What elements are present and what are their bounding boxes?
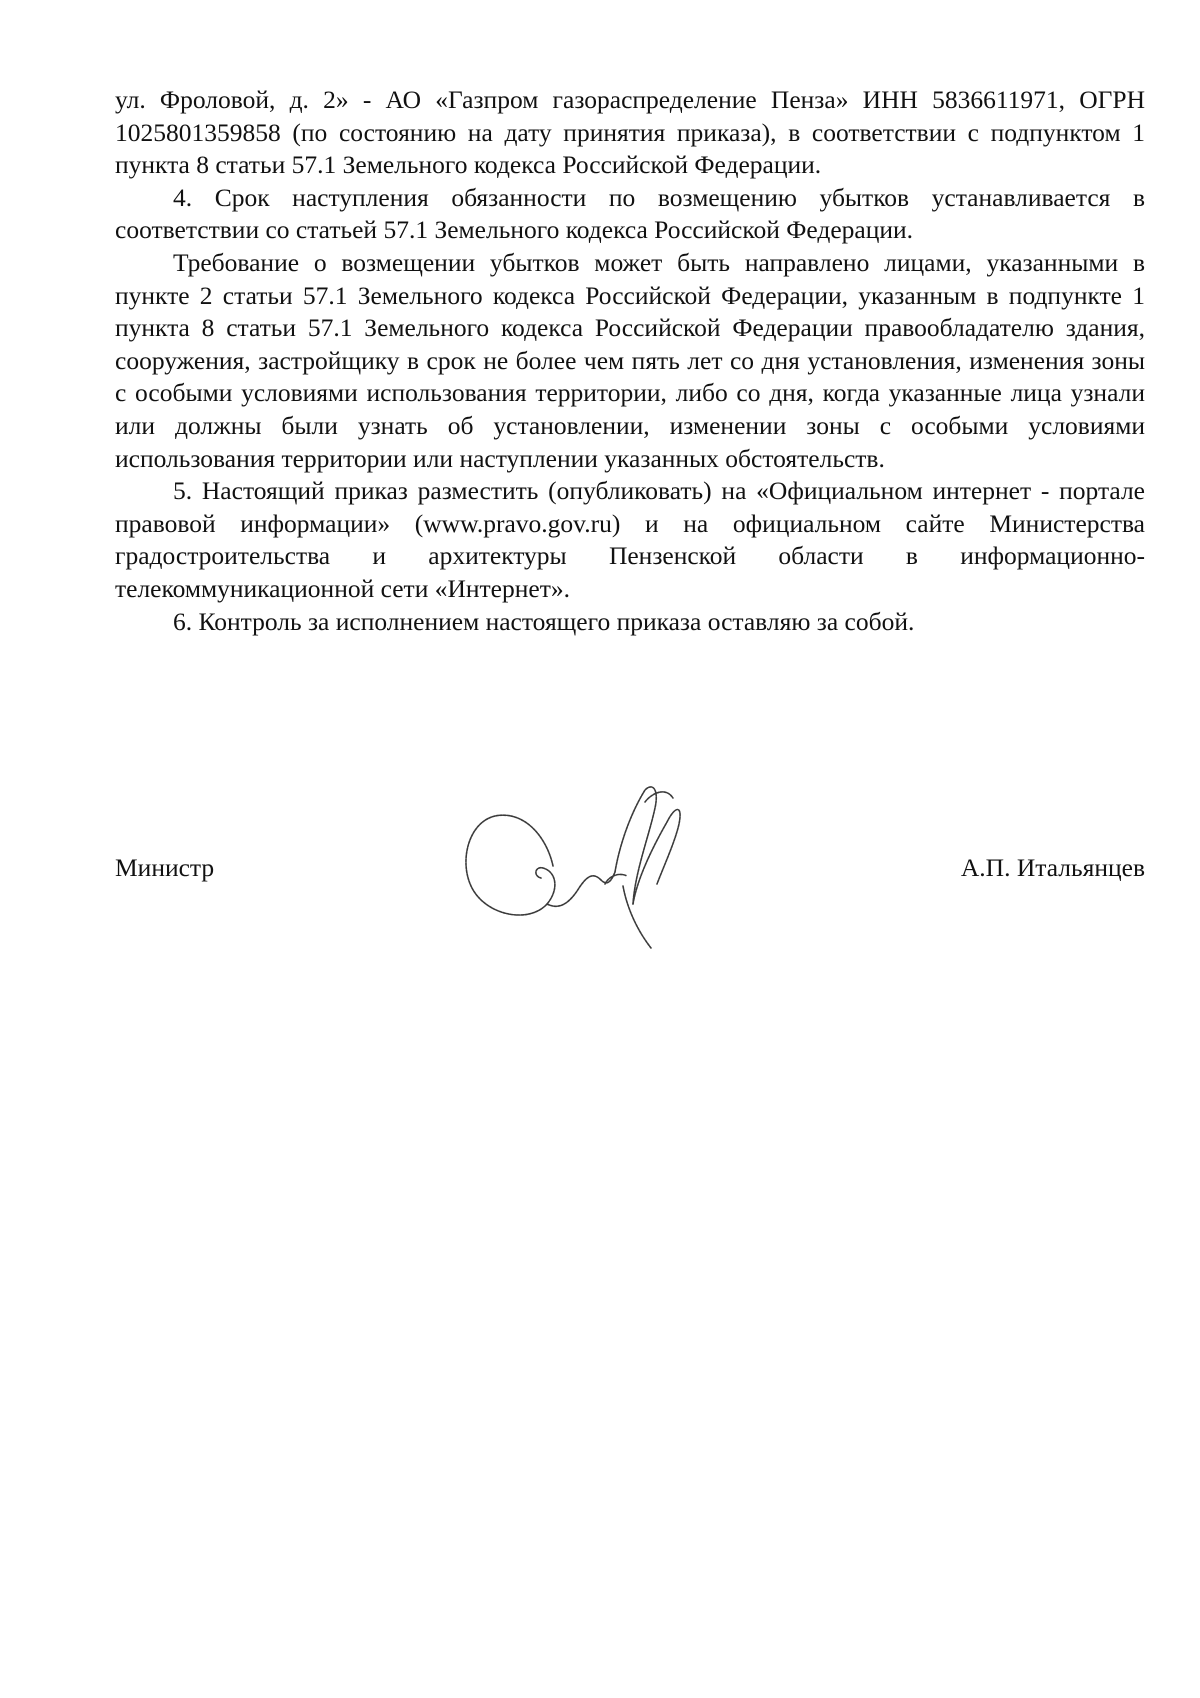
signer-position: Министр — [115, 853, 215, 882]
paragraph-address-continuation: ул. Фроловой, д. 2» - АО «Газпром газораспределение Пенза» ИНН 5836611971, ОГРН 1025801359858 (по состоянию на дату принятия приказа), в соответствии с подпунктом 1 пункта 8 статьи 57.1 Земельного кодекса Российской Федерации. — [115, 85, 1145, 180]
paragraph-compensation-claim: Требование о возмещении убытков может быть направлено лицами, указанными в пункте 2 статьи 57.1 Земельного кодекса Российской Федерации, указанным в подпункте 1 пункта 8 статьи 57.1 Земельного кодекса Российской Федерации правообладателю здания, сооружения, застройщику в срок не более чем пять лет со дня установления, изменения зоны с особыми условиями использования территории, либо со дня, когда указанные лица узнали или должны были узнать об установлении, изменении зоны с особыми условиями использования территории или наступлении указанных обстоятельств. — [115, 247, 1145, 473]
paragraph-item-4: 4. Срок наступления обязанности по возмещению убытков устанавливается в соответствии со статьей 57.1 Земельного кодекса Российской Федерации. — [115, 182, 1145, 245]
signature-block — [115, 776, 1145, 976]
document-body — [115, 84, 1145, 638]
signer-name: А.П. Итальянцев — [960, 853, 1145, 882]
paragraph-item-5: 5. Настоящий приказ разместить (опубликовать) на «Официальном интернет - портале правовой информации» (www.pravo.gov.ru) и на официальном сайте Министерства градостроительства и архитектуры Пензенской области в информационно-телекоммуникационной сети «Интернет». — [115, 476, 1145, 603]
handwritten-signature — [455, 776, 695, 956]
paragraph-item-6: 6. Контроль за исполнением настоящего приказа оставляю за собой. — [173, 606, 915, 636]
